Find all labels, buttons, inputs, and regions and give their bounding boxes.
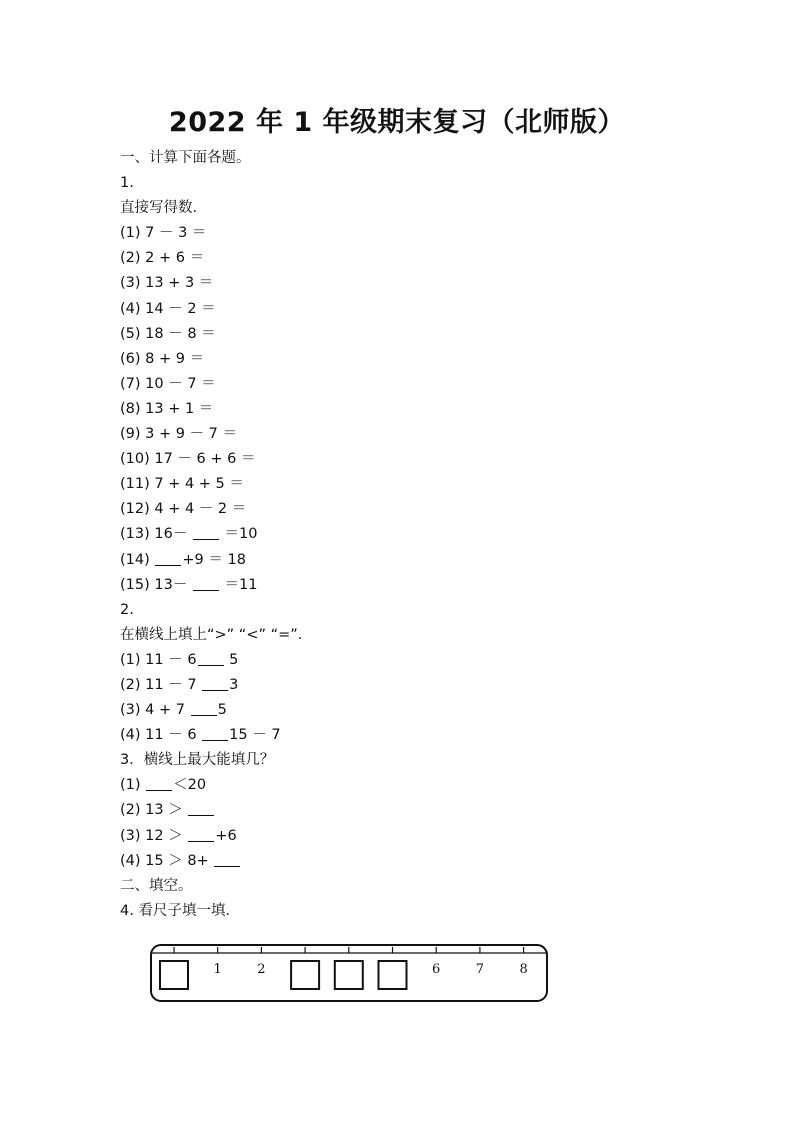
question-text: (11) 7 + 4 + 5 ＝ (120, 476, 244, 493)
question-line (120, 773, 312, 798)
answer-blank[interactable] (188, 827, 214, 842)
question-text: (2) 2 + 6 ＝ (120, 250, 205, 267)
question-line (120, 723, 312, 748)
question-line (120, 472, 312, 497)
question-text: (6) 8 + 9 ＝ (120, 350, 205, 367)
question-line (120, 798, 312, 823)
answer-blank[interactable] (202, 726, 228, 741)
question-line (120, 874, 312, 899)
question-line (120, 171, 312, 196)
question-text: (9) 3 + 9 － 7 ＝ (120, 426, 238, 443)
question-line (120, 849, 312, 874)
question-line (120, 824, 312, 849)
question-text-before: (3) 4 + 7 (120, 702, 190, 719)
question-text-before: (13) 16－ (120, 526, 192, 543)
question-text: 二、填空。 (120, 877, 193, 894)
question-text-after: +6 (215, 827, 237, 844)
answer-blank[interactable] (214, 852, 240, 867)
question-text-after: +9 ＝ 18 (182, 551, 246, 568)
question-text: 一、计算下面各题。 (120, 150, 251, 166)
question-line (120, 748, 312, 773)
question-line (120, 372, 312, 397)
question-text-before: (4) 15 ＞ 8+ (120, 852, 214, 869)
answer-blank[interactable] (191, 701, 217, 716)
question-text-before: (3) 12 ＞ (120, 827, 188, 844)
question-line (120, 623, 312, 648)
question-text-after: ＝11 (219, 576, 258, 593)
answer-blank[interactable] (146, 776, 172, 791)
question-line (120, 322, 312, 347)
question-text: (8) 13 + 1 ＝ (120, 400, 214, 417)
question-text-after: ＝10 (219, 526, 258, 543)
question-line (120, 397, 312, 422)
question-line (120, 497, 312, 522)
question-text: 4. 看尺子填一填． (120, 902, 240, 919)
question-text: (5) 18 － 8 ＝ (120, 325, 216, 342)
question-text-before: (15) 13－ (120, 576, 192, 593)
question-text-before: (2) 11 － 7 (120, 676, 202, 693)
ruler-number: 6 (432, 962, 441, 977)
page-title: 2022 年 1 年级期末复习（北师版） (168, 107, 626, 138)
question-text-after: 15 － 7 (229, 727, 281, 744)
question-text: 2. (120, 601, 134, 618)
answer-blank[interactable] (188, 801, 214, 816)
ruler-number: 1 (213, 962, 222, 977)
question-list (120, 146, 312, 924)
answer-box (379, 961, 407, 989)
question-text-before: (1) 11 － 6 (120, 651, 197, 668)
question-line (120, 899, 312, 924)
question-text: 在横线上填上“>” “<” “=”． (120, 626, 313, 643)
question-line (120, 548, 312, 573)
question-line (120, 422, 312, 447)
question-text: (10) 17 － 6 + 6 ＝ (120, 451, 256, 468)
answer-blank[interactable] (193, 525, 219, 540)
question-line (120, 246, 312, 271)
question-line (120, 698, 312, 723)
question-text: (3) 13 + 3 ＝ (120, 275, 214, 292)
answer-box (160, 961, 188, 989)
answer-blank[interactable] (193, 576, 219, 591)
question-text-before: (14) (120, 551, 155, 568)
question-line (120, 271, 312, 296)
question-line (120, 648, 312, 673)
question-text: 直接写得数． (120, 200, 207, 217)
ruler-number: 7 (475, 962, 485, 977)
question-line (120, 522, 312, 547)
question-line (120, 146, 312, 171)
answer-box (335, 961, 363, 989)
answer-blank[interactable] (155, 551, 181, 566)
answer-blank[interactable] (202, 676, 228, 691)
ruler-number: 8 (519, 962, 528, 977)
question-text-after: ＜20 (173, 777, 207, 794)
answer-blank[interactable] (198, 651, 224, 666)
question-line (120, 673, 312, 698)
ruler-number: 2 (257, 962, 266, 977)
question-line (120, 297, 312, 322)
question-text: 1. (120, 175, 134, 192)
question-text: (7) 10 － 7 ＝ (120, 375, 216, 392)
question-text: (1) 7 － 3 ＝ (120, 225, 207, 242)
question-text-after: 5 (217, 702, 227, 719)
question-text-after: 5 (224, 651, 239, 668)
question-text-before: (2) 13 ＞ (120, 802, 188, 819)
question-text-before: (4) 11 － 6 (120, 727, 202, 744)
question-line (120, 598, 312, 623)
ruler-figure (150, 944, 548, 1002)
question-text: (4) 14 － 2 ＝ (120, 300, 216, 317)
question-text: 3．横线上最大能填几？ (120, 752, 275, 769)
answer-box (291, 961, 319, 989)
question-line (120, 196, 312, 221)
question-line (120, 447, 312, 472)
question-text-before: (1) (120, 777, 146, 794)
question-line (120, 347, 312, 372)
question-text: (12) 4 + 4 － 2 ＝ (120, 501, 247, 518)
question-text-after: 3 (229, 676, 239, 693)
question-line (120, 221, 312, 246)
question-line (120, 573, 312, 598)
